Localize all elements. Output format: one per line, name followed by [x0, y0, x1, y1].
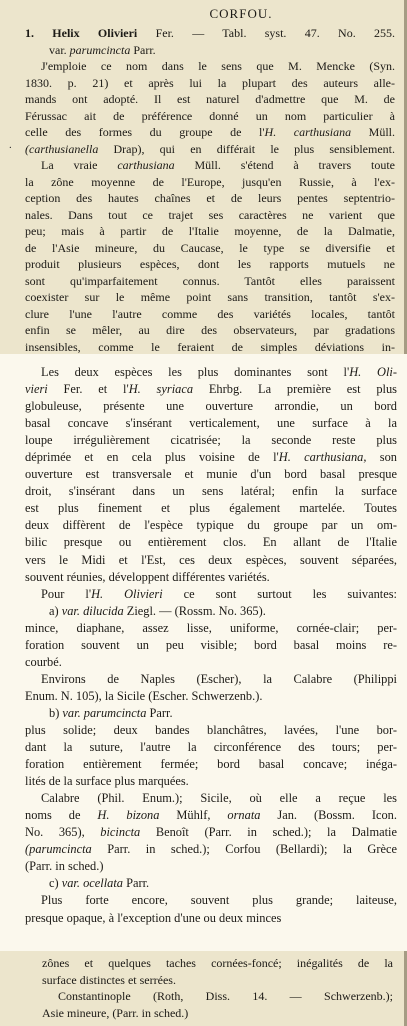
text-line — [25, 432, 397, 449]
text-line — [25, 466, 397, 483]
text-run: Férussac ait de préférence donné un nom particulier à — [25, 108, 395, 123]
text-line — [25, 790, 397, 807]
text-line — [25, 124, 395, 141]
text-run: clure l'une l'autre comme des variétés locales, tantôt — [25, 306, 395, 321]
text-run: Les deux espèces les plus dominantes sont l' — [41, 365, 350, 379]
text-run: Enum. N. 105), la Sicile (Escher. Schwerzenb.). — [25, 688, 263, 703]
text-run: Ehrbg. La première est plus — [193, 382, 397, 397]
text-line — [25, 841, 397, 858]
bottom-paragraphs — [42, 955, 393, 1021]
text-run: deux diffèrent de l'espèce typique du groupe par un om- — [25, 518, 397, 533]
text-line — [42, 1005, 393, 1022]
top-text-strip — [0, 0, 407, 354]
text-run: Parr. — [130, 42, 156, 57]
text-run: Drap), qui en différait le plus sensiblement. — [98, 141, 395, 156]
text-run: celle des formes du groupe de l' — [25, 125, 265, 139]
text-run: Benoît (Parr. in sched.); la Dalmatie — [140, 825, 397, 840]
text-run: déprimée et en cela plus voisine de l' — [25, 450, 279, 465]
text-line — [25, 824, 397, 841]
text-run: globuleuse, présente une ouverture arrondie, un bord — [25, 399, 397, 414]
text-line — [25, 688, 397, 705]
text-line — [25, 552, 397, 569]
text-line — [25, 207, 395, 224]
text-run: La vraie — [41, 158, 118, 172]
text-line — [42, 955, 393, 972]
running-head: CORFOU. — [209, 6, 273, 21]
text-line — [25, 534, 397, 551]
italic-text: (carthusianella — [25, 141, 99, 156]
text-run: de l'Asie mineure, du Caucase, le type se diversifie et — [25, 240, 395, 255]
text-line — [25, 141, 395, 158]
text-line — [25, 892, 397, 909]
text-line — [25, 586, 397, 603]
text-line — [25, 322, 395, 339]
bold-text: 1. Helix Olivieri — [25, 26, 138, 40]
text-run: ouverture est transversale et munie d'un bord basal presque — [25, 467, 397, 482]
text-run: 1830. p. 21) et après lui la plupart des auteurs alle- — [25, 75, 395, 90]
text-run: insensibles, comme le feraient de simples déviations in- — [25, 339, 395, 354]
text-run: courbé. — [25, 654, 62, 669]
text-line — [25, 875, 397, 892]
text-run: No. 365), — [25, 825, 101, 840]
text-run: Ziegl. — (Rossm. No. 365). — [123, 603, 266, 618]
text-run: nales. Dans tout ce trajet ses caractères ne varient que — [25, 207, 395, 222]
text-run: la zône moyenne de l'Europe, jusqu'en Russie, à l'ex- — [25, 174, 395, 189]
text-line — [25, 42, 395, 59]
text-run: son — [366, 450, 397, 465]
text-line — [25, 637, 397, 654]
top-paragraphs — [25, 25, 395, 354]
text-run: foration souvent un peu visible; bord basal moins re- — [25, 637, 397, 652]
text-run: Environs de Naples (Escher), la Calabre (Philippi — [41, 671, 397, 686]
text-run: c) — [49, 876, 62, 891]
italic-text: var. dilucida — [61, 603, 124, 618]
text-line — [25, 75, 395, 92]
text-line — [25, 500, 397, 517]
text-run: zônes et quelques taches cornées-foncé; inégalités de la — [42, 956, 393, 970]
italic-text: ornata — [227, 808, 261, 823]
text-line — [25, 306, 395, 323]
text-line — [25, 620, 397, 637]
text-run: plus solide; deux bandes blanchâtres, lavées, l'une bor- — [25, 722, 397, 737]
text-run: ce sont surtout les suivantes: — [162, 586, 397, 601]
text-line — [25, 569, 397, 586]
italic-text: H. carthusiana, — [278, 450, 367, 465]
text-line — [42, 972, 393, 989]
text-run: bilic presque ou entièrement clos. En allant de l'Italie — [25, 535, 397, 550]
text-run: surface distinctes et serrées. — [42, 972, 176, 987]
text-run: noms de — [25, 808, 98, 823]
text-line — [25, 722, 397, 739]
text-run: Mühlf, — [159, 808, 228, 823]
text-run: Constantinople (Roth, Diss. 14. — Schwerzenb.); — [58, 989, 393, 1003]
text-run: ception des hautes chaînes et de leurs pentes septentrio- — [25, 191, 395, 205]
text-run: b) — [49, 705, 63, 720]
margin-mark: . — [9, 139, 12, 151]
text-line — [25, 223, 395, 240]
italic-text: H. Olivieri — [91, 586, 163, 601]
text-line — [25, 603, 397, 620]
text-run: a) — [49, 603, 62, 618]
text-run: Fer. — Tabl. syst. 47. No. 255. — [137, 26, 395, 40]
text-line — [25, 157, 395, 174]
text-run: peu; mais à partir de l'Italie moyenne, de la Dalmatie, — [25, 224, 395, 238]
text-line — [25, 289, 395, 306]
text-line — [25, 256, 395, 273]
text-line — [25, 108, 395, 125]
text-line — [25, 739, 397, 756]
text-line — [25, 483, 397, 500]
text-run: presque opaque, à l'exception d'une ou deux minces — [25, 910, 282, 925]
text-line — [25, 364, 397, 381]
italic-text: var. ocellata — [61, 876, 123, 891]
text-line — [25, 339, 395, 355]
text-run: foration entièrement fermée; bord basal concave; inéga- — [25, 757, 397, 772]
italic-text: vieri — [25, 382, 48, 397]
text-line — [25, 517, 397, 534]
text-run: loupe irrégulièrement cicatrisée; la seconde reste plus — [25, 433, 397, 448]
text-run: mince, diaphane, assez lisse, uniforme, cornée-clair; per- — [25, 620, 397, 635]
text-run: Fer. et l' — [47, 382, 129, 397]
text-run: Müll. — [351, 125, 395, 139]
text-run: enfin se mêler, au dire des observateurs, par gradations — [25, 323, 395, 337]
text-line — [25, 58, 395, 75]
text-line — [25, 398, 397, 415]
text-run: dant la suture, l'autre la circonférence des tours; per- — [25, 740, 397, 755]
text-run: Calabre (Phil. Enum.); Sicile, où elle a reçue les — [41, 791, 397, 806]
text-run: Müll. s'étend à travers toute — [174, 158, 395, 172]
text-run: Parr. — [123, 876, 150, 891]
text-line — [25, 671, 397, 688]
text-run: var. — [49, 42, 70, 57]
text-line — [25, 174, 395, 191]
text-line — [25, 910, 397, 927]
text-run: souvent réunies, développent différentes variétés. — [25, 569, 270, 584]
text-line — [25, 449, 397, 466]
text-run: basal concave s'insérant verticalement, une surface à la — [25, 416, 397, 431]
bottom-text-strip — [0, 951, 407, 1026]
text-run: Parr. — [146, 705, 173, 720]
text-line — [25, 190, 395, 207]
italic-text: H. syriaca — [128, 382, 194, 397]
text-line — [25, 415, 397, 432]
italic-text: H. carthusiana — [264, 125, 352, 139]
italic-text: var. parumcincta — [62, 705, 147, 720]
text-line — [25, 807, 397, 824]
text-run: Jan. (Bossm. Icon. — [260, 808, 397, 823]
italic-text: parumcincta — [69, 42, 131, 57]
italic-text: carthusiana — [117, 158, 175, 172]
text-run: est plus finement et plus également martelée. Toutes — [25, 501, 397, 516]
text-line — [25, 705, 397, 722]
middle-text-strip — [0, 354, 407, 951]
italic-text: H. Oli- — [349, 365, 397, 379]
text-line — [25, 858, 397, 875]
text-run: droit, s'insérant dans un sens latéral; enfin la surface — [25, 484, 397, 499]
text-run: sont qu'imparfaitement connus. Tantôt elles paraissent — [25, 273, 395, 288]
text-line — [25, 240, 395, 257]
text-run: lités de la surface plus marquées. — [25, 774, 189, 789]
text-run: Asie mineure, (Parr. in sched.) — [42, 1005, 189, 1020]
italic-text: H. bizona — [97, 808, 160, 823]
text-run: (Parr. in sched.) — [25, 859, 104, 874]
middle-paragraphs — [25, 364, 397, 927]
text-line — [25, 756, 397, 773]
text-line — [42, 988, 393, 1005]
italic-text: (parumcincta — [25, 842, 92, 857]
text-run: J'emploie ce nom dans le sens que M. Mencke (Syn. — [41, 59, 395, 73]
text-run: coexister sur le même point sans transition, tantôt s'ex- — [25, 290, 395, 304]
text-run: vers le Midi et l'Est, ces deux espèces, souvent séparées, — [25, 552, 397, 567]
text-line — [25, 654, 397, 671]
text-line — [25, 381, 397, 398]
text-run: Pour l' — [41, 586, 92, 601]
text-run: Parr. in sched.); Corfou (Bellardi); la Grèce — [91, 842, 397, 857]
text-run: mands ont adopté. Il est naturel d'admettre que M. de — [25, 92, 395, 106]
italic-text: bicincta — [100, 825, 141, 840]
text-run: Plus forte encore, souvent plus grande; laiteuse, — [41, 893, 397, 908]
text-line — [25, 91, 395, 108]
text-line — [25, 25, 395, 42]
text-line — [25, 773, 397, 790]
text-run: produit plusieurs espèces, dont les rapports mutuels ne — [25, 257, 395, 271]
text-line — [25, 273, 395, 290]
